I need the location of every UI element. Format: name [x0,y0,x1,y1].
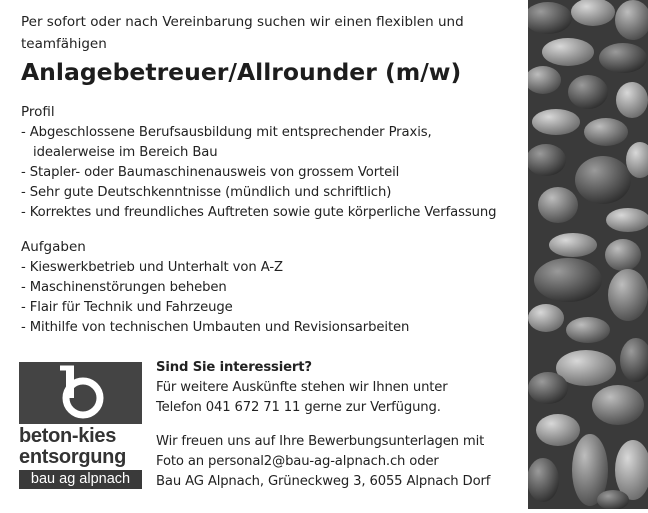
list-item: - Sehr gute Deutschkenntnisse (mündlich und schriftlich) [21,183,526,203]
logo-line-1: beton-kies [19,425,117,447]
contact-line: Foto an personal2@bau-ag-alpnach.ch oder [156,454,439,469]
list-item: - Maschinenstörungen beheben [21,278,526,298]
list-item: - Kieswerkbetrieb und Unterhalt von A-Z [21,258,526,278]
profil-section [21,102,526,223]
aufgaben-heading: Aufgaben [21,239,86,255]
logo-company-name: bau ag alpnach [19,470,142,489]
list-item: - Abgeschlossene Berufsausbildung mit entsprechender Praxis, idealerweise im Bereich Bau [21,123,473,163]
contact-line: Bau AG Alpnach, Grüneckweg 3, 6055 Alpnach Dorf [156,474,491,489]
contact-line: Für weitere Auskünfte stehen wir Ihnen unter [156,380,448,395]
job-title: Anlagebetreuer/Allrounder (m/w) [21,58,462,86]
list-item: - Mithilfe von technischen Umbauten und Revisionsarbeiten [21,318,526,338]
profil-heading: Profil [21,104,55,120]
logo-line-2: entsorgung [19,446,126,468]
contact-line: Wir freuen uns auf Ihre Bewerbungsunterlagen mit [156,434,485,449]
aufgaben-list [21,258,526,338]
contact-line: Telefon 041 672 71 11 gerne zur Verfügung. [156,400,441,415]
intro-text: Per sofort oder nach Vereinbarung suchen wir einen flexiblen und teamfähigen [21,14,464,52]
list-item: - Korrektes und freundliches Auftreten sowie gute körperliche Verfassung [21,203,526,223]
list-item: - Flair für Technik und Fahrzeuge [21,298,526,318]
pebbles-photo [528,0,648,509]
company-logo [19,362,142,489]
pebbles-graphic [528,0,648,509]
contact-block [156,358,528,492]
aufgaben-section [21,237,526,338]
list-item: - Stapler- oder Baumaschinenausweis von grossem Vorteil [21,163,526,183]
b-letter-logo-icon [19,362,142,424]
logo-mark-graphic [19,362,142,424]
contact-heading: Sind Sie interessiert? [156,360,312,375]
profil-list [21,123,526,223]
